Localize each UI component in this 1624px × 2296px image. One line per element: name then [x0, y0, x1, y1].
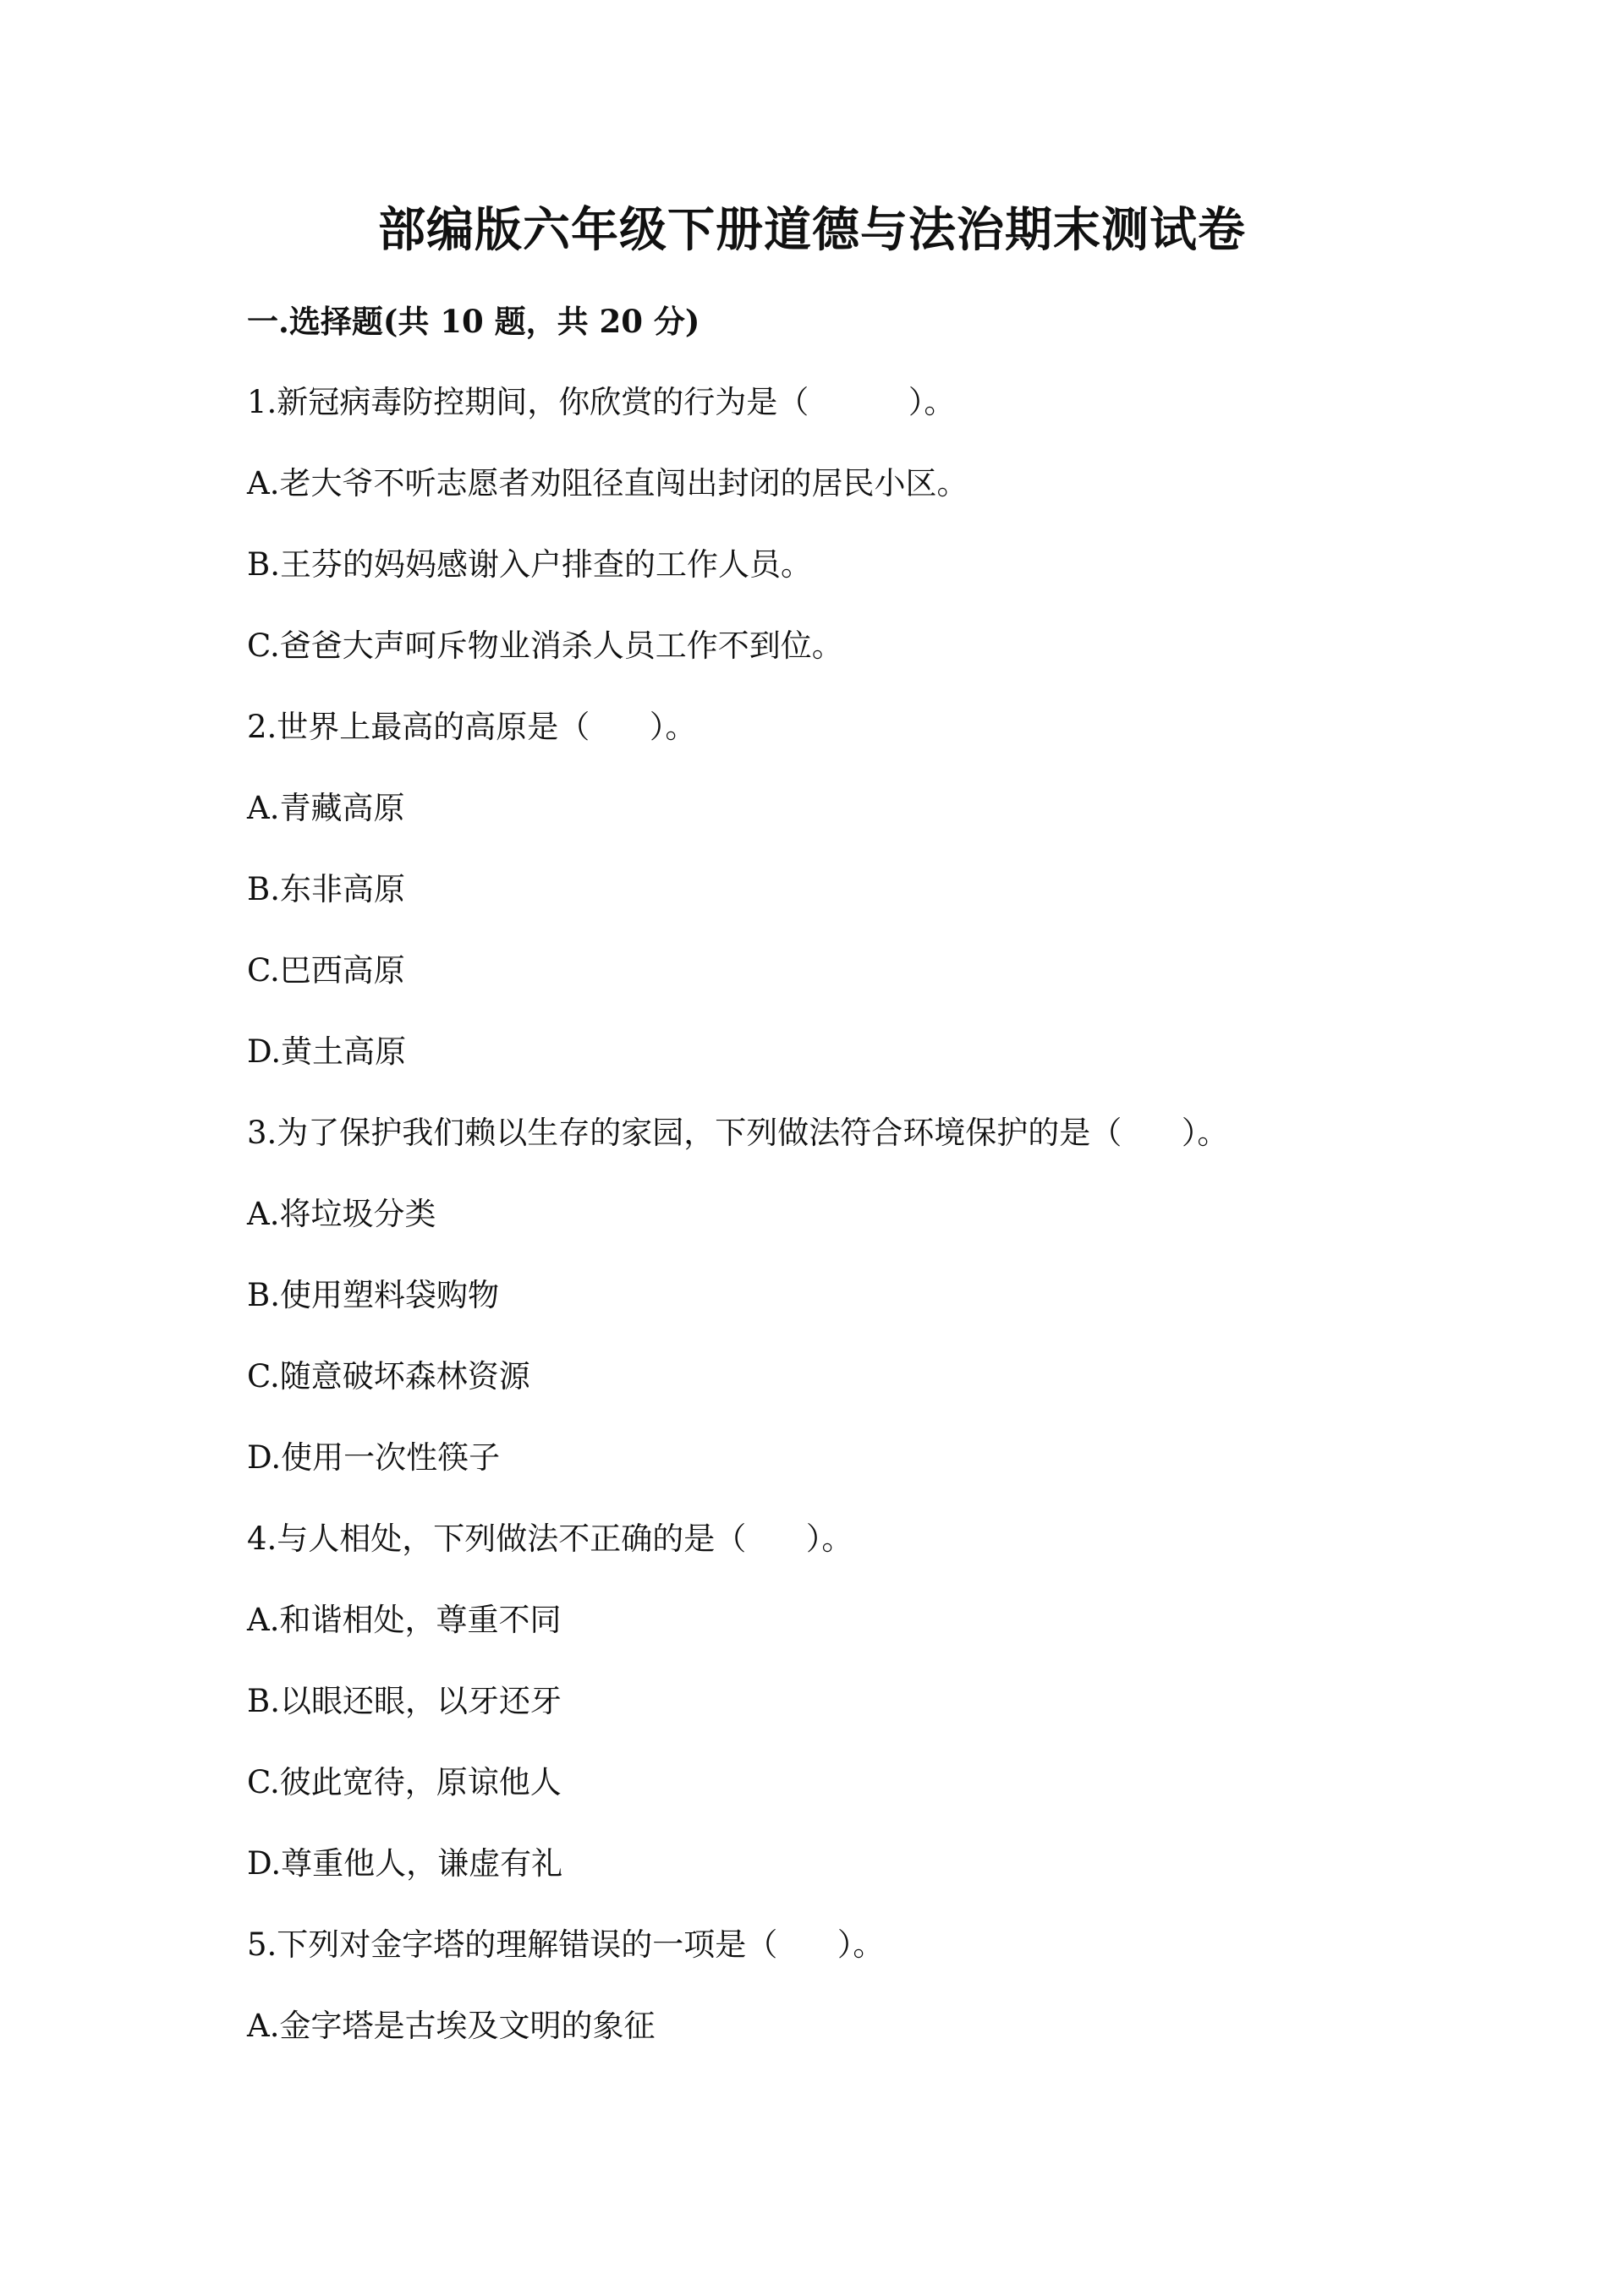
question-4: 4.与人相处，下列做法不正确的是（ ）。: [247, 1521, 853, 1557]
question-5-option-a: A.金字塔是古埃及文明的象征: [247, 2008, 656, 2044]
question-2-option-a: A.青藏高原: [247, 790, 405, 826]
question-5: 5.下列对金字塔的理解错误的一项是（ ）。: [247, 1926, 885, 1963]
question-4-option-b: B.以眼还眼，以牙还牙: [247, 1683, 562, 1719]
question-2-option-d: D.黄土高原: [247, 1033, 407, 1070]
question-1: 1.新冠病毒防控期间，你欣赏的行为是（ ）。: [247, 384, 956, 420]
question-3-option-d: D.使用一次性筷子: [247, 1439, 501, 1476]
question-3-option-b: B.使用塑料袋购物: [247, 1277, 499, 1313]
question-2-option-c: C.巴西高原: [247, 952, 405, 989]
question-2: 2.世界上最高的高原是（ ）。: [247, 709, 697, 745]
question-3: 3.为了保护我们赖以生存的家园，下列做法符合环境保护的是（ ）。: [247, 1115, 1229, 1151]
question-3-option-a: A.将垃圾分类: [247, 1196, 436, 1232]
question-1-option-c: C.爸爸大声呵斥物业消杀人员工作不到位。: [247, 627, 843, 664]
document-title: 部编版六年级下册道德与法治期末测试卷: [378, 202, 1246, 258]
section-heading: 一.选择题(共 10 题，共 20 分): [247, 303, 700, 340]
question-4-option-c: C.彼此宽待，原谅他人: [247, 1764, 562, 1800]
question-4-option-d: D.尊重他人，谦虚有礼: [247, 1845, 563, 1882]
question-1-option-b: B.王芬的妈妈感谢入户排查的工作人员。: [247, 546, 812, 583]
question-4-option-a: A.和谐相处，尊重不同: [247, 1602, 562, 1638]
question-3-option-c: C.随意破坏森林资源: [247, 1358, 530, 1395]
question-2-option-b: B.东非高原: [247, 871, 405, 907]
question-1-option-a: A.老大爷不听志愿者劝阻径直闯出封闭的居民小区。: [247, 465, 968, 501]
